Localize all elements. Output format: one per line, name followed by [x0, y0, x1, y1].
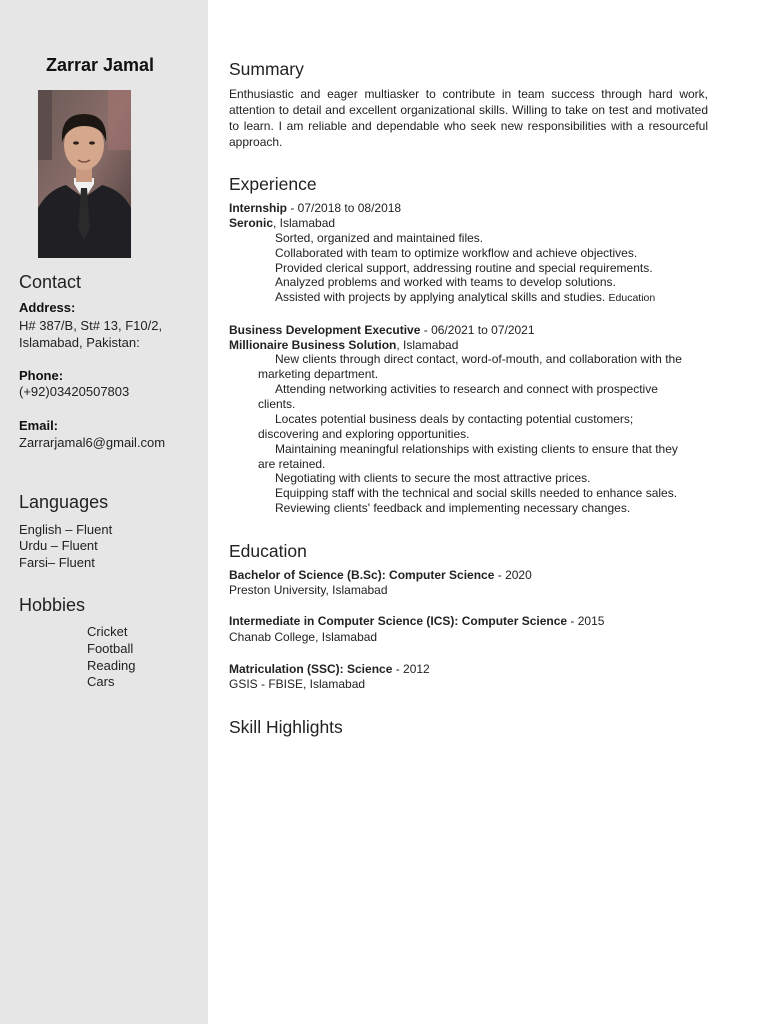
job1-bullet-last-row [275, 290, 655, 306]
job2-line: Negotiating with clients to secure the most attractive prices. [275, 471, 591, 485]
job2-title: Business Development Executive [229, 323, 421, 337]
job1-bullet: Collaborated with team to optimize workflow and achieve objectives. [275, 246, 638, 260]
education-degree-row [229, 568, 532, 583]
email-value[interactable]: Zarrarjamal6@gmail.com [19, 435, 166, 450]
job1-bullet: Sorted, organized and maintained files. [275, 231, 484, 245]
job1-dates: - 07/2018 to 08/2018 [287, 201, 402, 215]
education-school: GSIS - FBISE, Islamabad [229, 677, 366, 691]
job2-line: Reviewing clients' feedback and implementing necessary changes. [275, 501, 631, 515]
candidate-name: Zarrar Jamal [45, 55, 155, 75]
job1-company-row [229, 216, 335, 231]
job2-company: Millionaire Business Solution [229, 338, 397, 352]
education-year: - 2015 [567, 614, 605, 628]
hobby-item: Football [87, 641, 134, 656]
job1-trailing-text: Education [608, 292, 656, 304]
education-degree-row [229, 662, 430, 677]
job2-line: Equipping staff with the technical and social skills needed to enhance sales. [275, 486, 678, 500]
language-item: Farsi– Fluent [19, 555, 95, 570]
education-heading: Education [229, 541, 307, 561]
hobby-item: Cars [87, 674, 115, 689]
experience-heading: Experience [229, 174, 317, 194]
job2-line: discovering and exploring opportunities. [258, 427, 470, 441]
email-label: Email: [19, 418, 59, 433]
language-item: English – Fluent [19, 522, 113, 537]
education-year: - 2012 [392, 662, 430, 676]
job1-bullet: Assisted with projects by applying analytical skills and studies. [275, 290, 606, 304]
education-degree-row [229, 614, 604, 629]
education-degree: Bachelor of Science (B.Sc): Computer Science [229, 568, 495, 582]
education-school: Preston University, Islamabad [229, 583, 388, 597]
job2-line: Maintaining meaningful relationships with existing clients to ensure that they [275, 442, 678, 456]
job2-location: , Islamabad [396, 338, 459, 352]
job1-company: Seronic [229, 216, 274, 230]
job2-line: are retained. [258, 457, 326, 471]
job2-line: New clients through direct contact, word-of-mouth, and collaboration with the [275, 352, 682, 366]
contact-heading: Contact [19, 272, 82, 292]
address-line-1: H# 387/B, St# 13, F10/2, [19, 318, 163, 333]
job1-bullet: Provided clerical support, addressing routine and special requirements. [275, 261, 653, 275]
phone-label: Phone: [19, 368, 64, 383]
job2-line: marketing department. [258, 367, 379, 381]
education-school: Chanab College, Islamabad [229, 630, 378, 644]
job1-bullet: Analyzed problems and worked with teams to develop solutions. [275, 275, 616, 289]
job2-company-row [229, 338, 458, 353]
job2-title-row [229, 323, 535, 338]
job2-dates: - 06/2021 to 07/2021 [420, 323, 535, 337]
job2-line: clients. [258, 397, 296, 411]
job1-location: , Islamabad [273, 216, 336, 230]
education-year: - 2020 [494, 568, 532, 582]
job1-title-row [229, 201, 401, 216]
hobbies-heading: Hobbies [19, 595, 86, 615]
summary-heading: Summary [229, 59, 304, 79]
education-degree: Matriculation (SSC): Science [229, 662, 393, 676]
languages-heading: Languages [19, 492, 109, 512]
hobby-item: Cricket [87, 624, 128, 639]
language-item: Urdu – Fluent [19, 538, 98, 553]
hobby-item: Reading [87, 658, 136, 673]
profile-photo [38, 90, 131, 258]
address-line-2: Islamabad, Pakistan: [19, 335, 140, 350]
summary-text: Enthusiastic and eager multiasker to contribute in team success through hard work, attention to detail and excellent organizational skills. Willing to take on test and motivated to learn. I am reliable and dependable who seek new responsibilities with a resourceful approach. [229, 87, 708, 149]
skill-highlights-heading: Skill Highlights [229, 717, 343, 737]
address-label: Address: [19, 300, 76, 315]
job2-line: Locates potential business deals by contacting potential customers; [275, 412, 634, 426]
job1-title: Internship [229, 201, 288, 215]
job2-line: Attending networking activities to research and connect with prospective [275, 382, 658, 396]
phone-value: (+92)03420507803 [19, 384, 130, 399]
education-degree: Intermediate in Computer Science (ICS): Computer Science [229, 614, 568, 628]
